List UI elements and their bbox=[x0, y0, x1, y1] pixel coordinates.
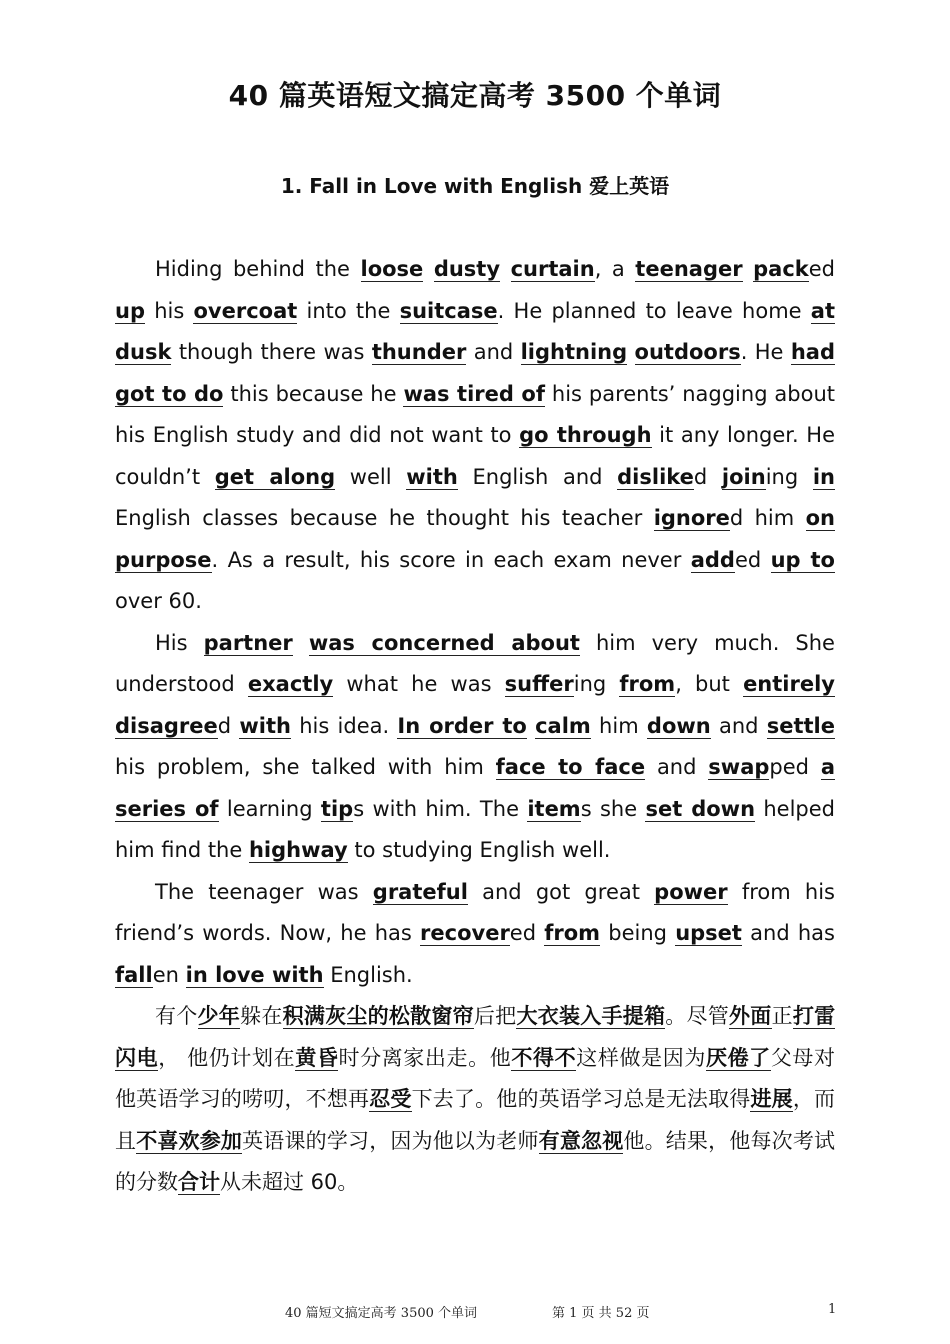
english-passage bbox=[115, 249, 835, 996]
vocab-term: dislike bbox=[617, 464, 694, 489]
text-run: 他。结果，他每次考试的分数 bbox=[115, 1128, 836, 1194]
vocab-term: In order to bbox=[397, 713, 527, 738]
text-run: English and bbox=[457, 464, 618, 489]
text-run: , but bbox=[675, 672, 744, 696]
vocab-term: tip bbox=[320, 796, 354, 821]
vocab-term: from bbox=[544, 921, 601, 945]
text-run: learning bbox=[218, 796, 321, 821]
text-run: though there was bbox=[171, 340, 372, 364]
text-run: ， 他仍计划在 bbox=[158, 1045, 296, 1070]
chinese-paragraph-1 bbox=[115, 996, 835, 1204]
vocab-term: join bbox=[721, 464, 766, 489]
vocab-term: exactly bbox=[247, 672, 334, 696]
text-run bbox=[627, 340, 634, 364]
vocab-term: get along bbox=[214, 464, 336, 489]
text-run: ed bbox=[509, 921, 545, 945]
english-paragraph-2 bbox=[115, 623, 835, 872]
vocab-term: 黄昏 bbox=[295, 1045, 339, 1070]
text-run: 英语课的学习，因为他以为老师 bbox=[242, 1128, 539, 1153]
chinese-translation bbox=[115, 996, 835, 1204]
vocab-term: 大衣装入手提箱 bbox=[516, 1004, 666, 1028]
text-run: and bbox=[466, 340, 521, 364]
text-run: over 60. bbox=[115, 589, 202, 613]
vocab-term: power bbox=[654, 879, 728, 904]
text-run: d bbox=[217, 713, 240, 738]
text-run: The teenager was bbox=[155, 879, 373, 904]
vocab-term: was concerned about bbox=[308, 630, 580, 655]
text-run: English classes because he thought his teacher bbox=[115, 506, 654, 530]
text-run: 下去了。他的英语学习总是无法取得 bbox=[411, 1087, 751, 1111]
vocab-term: grateful bbox=[372, 879, 468, 904]
vocab-term: swap bbox=[708, 755, 770, 779]
vocab-term: at dusk bbox=[115, 298, 835, 364]
text-run: ing bbox=[573, 672, 620, 696]
text-run: well bbox=[335, 464, 407, 489]
vocab-term: up bbox=[115, 298, 145, 323]
vocab-term: was tired of bbox=[403, 381, 545, 406]
vocab-term: 忍受 bbox=[369, 1087, 412, 1111]
vocab-term: 打雷闪电 bbox=[115, 1004, 836, 1070]
text-run: . As a result, his score in each exam never bbox=[211, 547, 691, 572]
vocab-term: ignore bbox=[653, 506, 730, 530]
document-title: 40 篇英语短文搞定高考 3500 个单词 bbox=[228, 79, 722, 112]
vocab-term: thunder bbox=[371, 340, 467, 364]
text-run: s she bbox=[580, 796, 646, 821]
vocab-term: in bbox=[812, 464, 835, 489]
vocab-term: calm bbox=[535, 713, 591, 738]
text-run: 后把 bbox=[473, 1004, 517, 1028]
text-run: . He bbox=[740, 340, 791, 364]
text-run: 这样做是因为 bbox=[576, 1045, 706, 1070]
vocab-term: teenager bbox=[635, 257, 743, 281]
text-run: ped bbox=[769, 755, 821, 779]
text-run: ed bbox=[808, 257, 835, 281]
text-run: 正 bbox=[771, 1004, 793, 1028]
vocab-term: 不得不 bbox=[511, 1045, 577, 1070]
text-run: him very much. She understood bbox=[115, 630, 835, 696]
vocab-term: a series of bbox=[115, 755, 836, 821]
vocab-term: from bbox=[619, 672, 676, 696]
text-run: from his friend’s words. Now, he has bbox=[115, 879, 835, 945]
vocab-term: item bbox=[527, 796, 581, 821]
vocab-term: suitcase bbox=[399, 298, 498, 323]
vocab-term: disagree bbox=[115, 713, 218, 738]
text-run: 从未超过 60。 bbox=[220, 1170, 359, 1194]
vocab-term: 有意忽视 bbox=[538, 1128, 624, 1153]
vocab-term: pack bbox=[753, 257, 809, 281]
footer-document-title: 40 篇短文搞定高考 3500 个单词 bbox=[285, 1306, 478, 1321]
vocab-term: overcoat bbox=[193, 298, 298, 323]
text-run: ing bbox=[765, 464, 813, 489]
text-run: it any longer. He couldn’t bbox=[115, 423, 836, 489]
vocab-term: loose bbox=[360, 257, 424, 281]
text-run: helped him find the bbox=[115, 796, 836, 862]
text-run: d bbox=[693, 464, 722, 489]
vocab-term: partner bbox=[203, 630, 293, 655]
text-run: and bbox=[645, 755, 709, 779]
vocab-term: 外面 bbox=[729, 1004, 772, 1028]
vocab-term: on purpose bbox=[115, 506, 836, 572]
footer-page-number: 1 bbox=[828, 1302, 837, 1317]
text-run: s with him. The bbox=[353, 796, 528, 821]
vocab-term: 厌倦了 bbox=[705, 1045, 771, 1070]
text-run: Hiding behind the bbox=[155, 257, 361, 281]
vocab-term: dusty bbox=[433, 257, 501, 281]
text-run: into the bbox=[297, 298, 400, 323]
vocab-term: add bbox=[690, 547, 735, 572]
text-run: , a bbox=[594, 257, 636, 281]
text-run bbox=[500, 257, 511, 281]
vocab-term: outdoors bbox=[634, 340, 741, 364]
vocab-term: face to face bbox=[495, 755, 646, 779]
text-run bbox=[293, 631, 309, 655]
vocab-term: 进展 bbox=[750, 1087, 793, 1111]
vocab-term: up to bbox=[770, 547, 835, 572]
text-run: 躲在 bbox=[240, 1004, 283, 1028]
text-run: . He planned to leave home bbox=[497, 298, 811, 323]
text-run: his problem, she talked with him bbox=[115, 755, 496, 779]
text-run: English. bbox=[323, 962, 413, 987]
vocab-term: in love with bbox=[185, 962, 324, 987]
text-run bbox=[527, 714, 535, 738]
text-run: being bbox=[600, 921, 676, 945]
vocab-term: entirely bbox=[743, 672, 835, 696]
vocab-term: settle bbox=[766, 713, 835, 738]
vocab-term: 合计 bbox=[178, 1170, 220, 1194]
text-run bbox=[743, 257, 754, 281]
text-run: 。尽管 bbox=[665, 1004, 730, 1028]
english-paragraph-1 bbox=[115, 249, 835, 623]
text-run: and has bbox=[741, 921, 835, 945]
page-footer bbox=[0, 1302, 950, 1322]
text-run: to studying English well. bbox=[347, 838, 611, 862]
vocab-term: had got to do bbox=[115, 340, 835, 406]
text-run: 父母对他英语学习的唠叨，不想再 bbox=[115, 1045, 836, 1111]
vocab-term: upset bbox=[675, 921, 742, 945]
text-run: ，而且 bbox=[115, 1087, 836, 1153]
vocab-term: 积满灰尘的松散窗帘 bbox=[282, 1004, 474, 1028]
vocab-term: recover bbox=[420, 921, 510, 945]
vocab-term: with bbox=[406, 464, 458, 489]
text-run: and bbox=[710, 713, 767, 738]
text-run: and got great bbox=[467, 879, 655, 904]
vocab-term: go through bbox=[519, 423, 652, 447]
vocab-term: fall bbox=[115, 962, 153, 987]
text-run: ed bbox=[734, 547, 771, 572]
vocab-term: 少年 bbox=[197, 1004, 241, 1028]
vocab-term: curtain bbox=[510, 257, 595, 281]
vocab-term: highway bbox=[248, 838, 348, 862]
english-paragraph-3 bbox=[115, 872, 835, 997]
vocab-term: suffer bbox=[504, 672, 574, 696]
text-run: this because he bbox=[223, 381, 404, 406]
vocab-term: down bbox=[646, 713, 711, 738]
text-run: d him bbox=[729, 506, 806, 530]
text-run: His bbox=[155, 630, 204, 655]
text-run: his parents’ nagging about his English study and did not want to bbox=[115, 381, 836, 447]
vocab-term: 不喜欢参加 bbox=[136, 1128, 243, 1153]
text-run: 有个 bbox=[155, 1004, 198, 1028]
text-run: en bbox=[152, 962, 186, 987]
text-run: his bbox=[144, 298, 194, 323]
footer-page-count: 第 1 页 共 52 页 bbox=[552, 1306, 650, 1321]
text-run: what he was bbox=[333, 672, 505, 696]
text-run: him bbox=[590, 713, 647, 738]
vocab-term: lightning bbox=[520, 340, 628, 364]
vocab-term: set down bbox=[645, 796, 756, 821]
section-title: 1. Fall in Love with English 爱上英语 bbox=[280, 174, 670, 198]
text-run: 时分离家出走。他 bbox=[338, 1045, 512, 1070]
text-run: his idea. bbox=[290, 713, 398, 738]
text-run bbox=[423, 257, 434, 281]
vocab-term: with bbox=[239, 713, 291, 738]
